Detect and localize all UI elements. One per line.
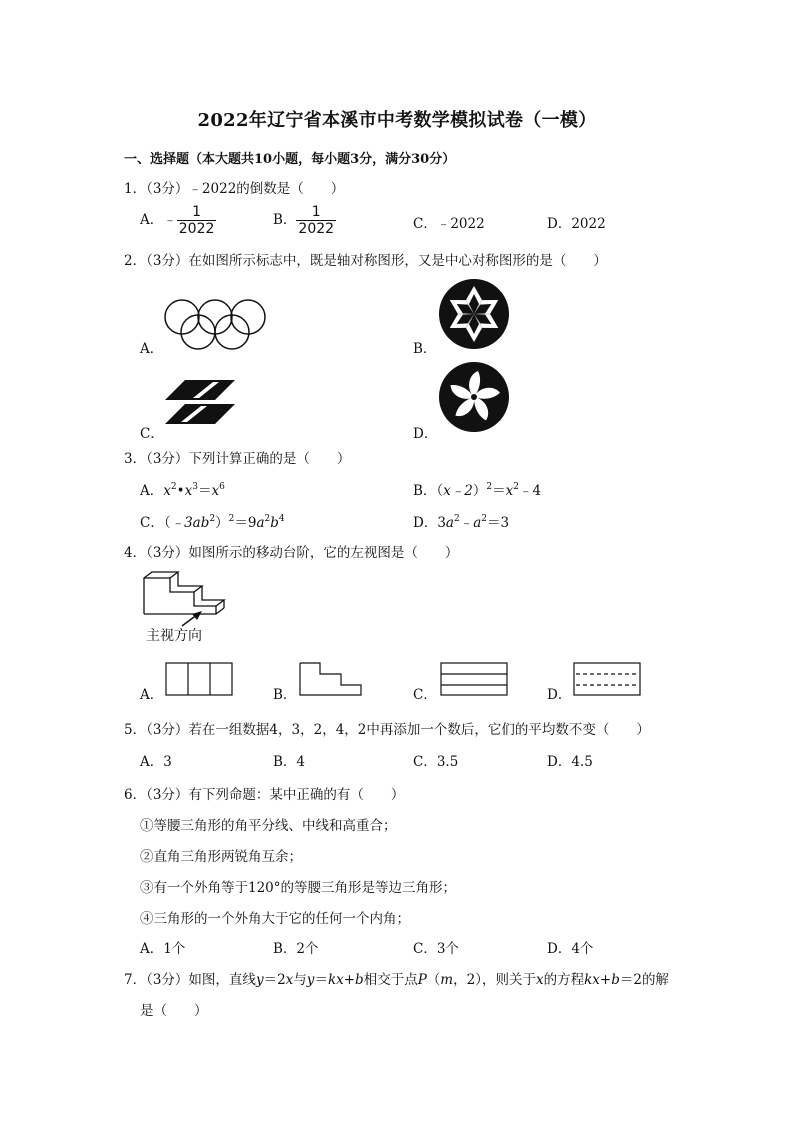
- question-3-option-b: B．$(x﹣2)^2=x^2﹣4$: [413, 482, 542, 499]
- option-label: D．: [413, 515, 438, 531]
- option-label: C．: [140, 515, 164, 531]
- question-2-option-c-label: C．: [140, 426, 164, 442]
- question-5-option-a: A．3: [140, 754, 172, 770]
- fraction: [177, 204, 217, 237]
- question-4-option-c-label: C．: [413, 687, 437, 703]
- question-1-option-b: [273, 204, 336, 237]
- suzuki-logo-icon: [163, 378, 237, 428]
- denominator: 2022: [178, 221, 215, 237]
- question-4-option-a-label: A．: [140, 687, 164, 703]
- question-2-option-d-label: D．: [413, 426, 438, 442]
- question-2-option-a-label: A．: [140, 341, 164, 357]
- question-3-option-a: A．$x^2•x^3=x^6$: [140, 482, 225, 499]
- hexagram-emblem-icon: [438, 278, 510, 350]
- question-1-stem: 1．（3分）﹣2022的倒数是（ ）: [124, 181, 345, 197]
- stem-text: 7．（3分）如图，直线: [124, 972, 256, 988]
- question-5-option-d: D．4.5: [547, 754, 593, 770]
- question-6-statement: ②直角三角形两锐角互余；: [140, 849, 302, 865]
- stem-text: 的解: [641, 972, 669, 988]
- denominator: 2022: [298, 221, 335, 237]
- expression: ﹣3ab: [170, 515, 210, 531]
- question-6-option-c: C．3个: [413, 941, 459, 957]
- stem-text: 的方程: [543, 972, 585, 988]
- expression: x﹣2: [443, 483, 473, 499]
- minus-sign: ﹣: [163, 212, 177, 228]
- stem-text: ，则关于: [481, 972, 536, 988]
- stem-text: 与: [293, 972, 307, 988]
- question-6-statement: ①等腰三角形的角平分线、中线和高重合；: [140, 818, 397, 834]
- question-6-statement: ④三角形的一个外角大于它的任何一个内角；: [140, 911, 410, 927]
- bauhinia-emblem-icon: [438, 361, 510, 433]
- question-1-option-a: [140, 204, 216, 237]
- question-6-stem: 6．（3分）有下列命题：某中正确的有（ ）: [124, 787, 405, 803]
- question-6-option-d: D．4个: [547, 941, 594, 957]
- question-5-stem: 5．（3分）若在一组数据4，3，2，4，2中再添加一个数后，它们的平均数不变（ ）: [124, 722, 650, 738]
- numerator: 1: [296, 204, 336, 221]
- option-label: A．: [140, 212, 164, 228]
- view-direction-caption: 主视方向: [146, 628, 202, 644]
- question-3-option-c: C．$(﹣3ab^2)^2=9a^2b^4$: [140, 514, 285, 531]
- olympic-rings-icon: [160, 300, 272, 350]
- option-label: B．: [413, 483, 437, 499]
- option-label: A．: [140, 483, 164, 499]
- question-7-stem-line-1: 7．（3分）如图，直线y＝2x与y＝kx+b相交于点P（m，2），则关于x的方程kx+b＝2的解: [124, 972, 669, 988]
- question-5-option-b: B．4: [273, 754, 306, 770]
- dashed-row-rectangle-figure: [573, 662, 641, 696]
- page-title: 2022年辽宁省本溪市中考数学模拟试卷（一模）: [197, 110, 597, 131]
- stem-text: 相交于点: [363, 972, 418, 988]
- question-4-option-b-label: B．: [273, 687, 297, 703]
- question-2-option-b-label: B．: [413, 341, 437, 357]
- question-2-stem: 2．（3分）在如图所示标志中，既是轴对称图形，又是中心对称图形的是（ ）: [124, 253, 607, 269]
- staircase-outline-figure: [299, 662, 363, 696]
- question-1-option-c: C．﹣2022: [413, 216, 485, 232]
- question-1-option-d: D．2022: [547, 216, 606, 232]
- question-4-option-d-label: D．: [547, 687, 572, 703]
- section-heading: 一、选择题（本大题共10小题，每小题3分，满分30分）: [124, 152, 456, 167]
- three-column-rectangle-figure: [165, 662, 233, 696]
- question-3-option-d: D．$3a^2﹣a^2=3$: [413, 514, 510, 531]
- question-6-statement: ③有一个外角等于120°的等腰三角形是等边三角形；: [140, 880, 457, 896]
- question-4-stem: 4．（3分）如图所示的移动台阶，它的左视图是（ ）: [124, 545, 459, 561]
- question-5-option-c: C．3.5: [413, 754, 459, 770]
- question-6-option-a: A．1个: [140, 941, 186, 957]
- numerator: 1: [177, 204, 217, 221]
- option-label: B．: [273, 212, 297, 228]
- three-row-rectangle-figure: [440, 662, 508, 696]
- question-6-option-b: B．2个: [273, 941, 319, 957]
- fraction: [296, 204, 336, 237]
- question-7-stem-line-2: 是（ ）: [140, 1003, 208, 1019]
- question-3-stem: 3．（3分）下列计算正确的是（ ）: [124, 451, 351, 467]
